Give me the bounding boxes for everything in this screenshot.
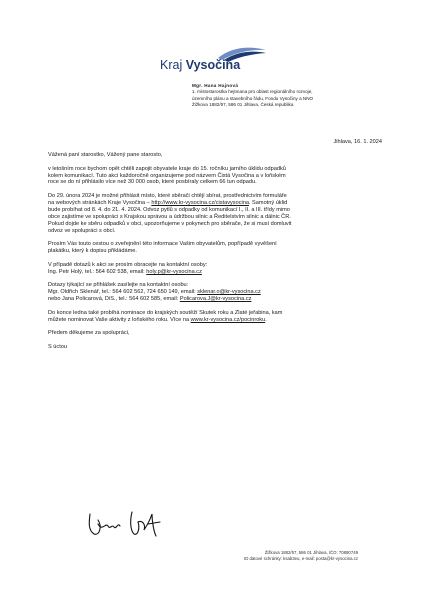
logo-text xyxy=(160,58,240,72)
salutation: Vážená paní starostko, Vážený pane starosto, xyxy=(48,152,163,158)
footer-line: Žižkova 1882/57, 586 01 Jihlava, IČO: 70890749 xyxy=(264,550,358,555)
sender-address: Žižkova 1882/57, 586 01 Jihlava, Česká republika xyxy=(192,102,294,108)
logo-name: Vysočina xyxy=(185,58,241,72)
sender-block xyxy=(192,83,313,109)
email-link-policarova[interactable]: Policarova.J@kr-vysocina.cz xyxy=(179,296,252,303)
closing-line: Předem děkujeme za spolupráci, xyxy=(48,330,130,337)
paragraph-request: Prosím Vás touto cestou o zveřejnění této informace Vašim obyvatelům, popřípadě vyvěšení plakátku, který k dopisu přikládáme. xyxy=(48,241,277,255)
regards-line: S úctou xyxy=(48,343,67,350)
footer-line: ID datové schránky: ksab3eu, e-mail: posta@kr-vysocina.cz xyxy=(244,555,358,561)
logo-prefix: Kraj xyxy=(160,58,183,72)
paragraph-contact-questions: V případě dotazů k akci se prosím obracejte na kontaktní osoby: Ing. Petr Holý, tel.: 564 602 538, email: holy.p@kr-vysocina.cz xyxy=(48,261,208,275)
signature-image xyxy=(86,508,186,538)
letter-date: Jihlava, 16. 1. 2024 xyxy=(333,139,382,145)
link-cistavysocina[interactable]: http://www.kr-vysocina.cz/cistavysocina xyxy=(151,199,249,206)
paragraph-contact-registration: Dotazy týkající se přihlášek zasílejte na kontaktní osobu: Mgr. Oldřich Sklenář, tel.: 564 602 562, 724 650 149, email: sklenar.o@kr-vysocina.cz nebo Jana Policarová, DiS., tel.: 564 602 585, email: Policarova.J@kr-vysocina.cz xyxy=(48,282,261,303)
paragraph-intro: v letošním roce bychom opět chtěli zapojit obyvatele kraje do 15. ročníku jarního úklidu odpadků kolem komunikací. Tuto akci každoročně organizujeme pod názvem Čistá Vysočina a v loňském roce se do ní přihlásilo více než 30 000 osob, které posbíraly celkem 66 tun odpadu. xyxy=(48,165,286,186)
paragraph-nomination: Do konce ledna také probíhá nominace do krajských soutěží Skutek roku a Zlaté jeřabina, kam můžete nominovat Vaše aktivity z loňského roku. Více na www.kr-vysocina.cz/pocinroku. xyxy=(48,309,283,323)
sender-line: 1. místostarostka hejtmana pro oblast regionálního rozvoje, xyxy=(192,89,313,95)
footer-address xyxy=(244,550,358,562)
letter-body xyxy=(48,152,386,357)
email-link-sklenar[interactable]: sklenar.o@kr-vysocina.cz xyxy=(197,289,261,296)
sender-line: územního plánu a stavebního řádu, Fondu Vysočiny a NNO xyxy=(192,95,314,101)
email-link-holy[interactable]: holy.p@kr-vysocina.cz xyxy=(146,268,202,275)
link-pocinroku[interactable]: www.kr-vysocina.cz/pocinroku xyxy=(190,316,266,323)
paragraph-registration: Do 29. února 2024 je možné přihlásit místo, které sběrači chtějí sbírat, prostřednictvím formuláře na webových stránkách Kraje Vysočina – http://www.kr-vysocina.cz/cistavysocina. Samotný úklid bude probíhat od 8. 4. do 21. 4. 2024. Odvoz pytlů s odpadky od komunikací I., II. a III. třídy mimo obce zajistíme ve spolupráci s Krajskou správou a údržbou silnic a Ředitelstvím silnic a dálnic ČR. Pokud dojde ke sběru odpadků v obci, upozorňujeme v pokynech pro sběrače, že si musí domluvit odvoz ve spolupráci s obcí. xyxy=(48,193,292,234)
sender-name: Mgr. Hana Hajnová xyxy=(192,83,239,88)
